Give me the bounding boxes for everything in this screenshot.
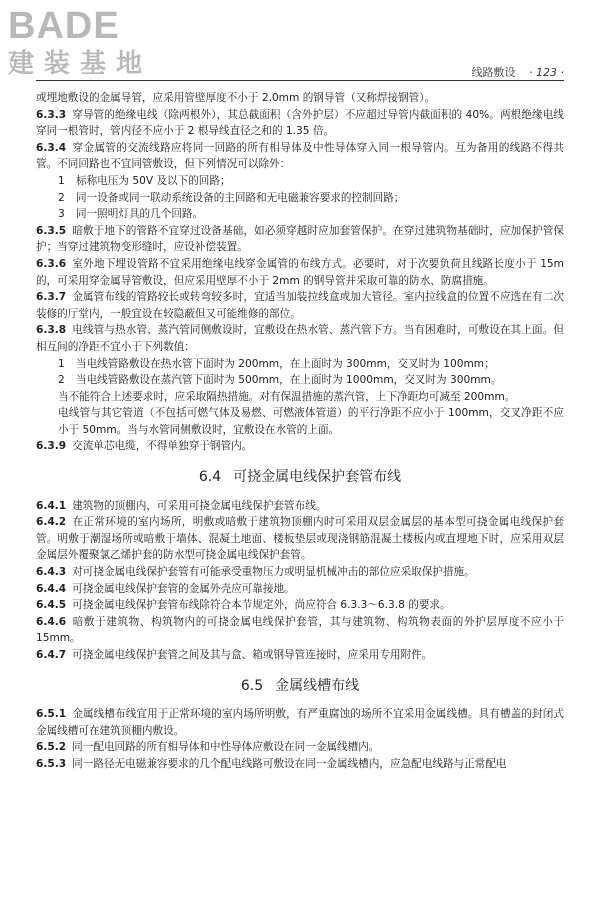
clause-text: 可挠金属电线保护套管的金属外壳应可靠接地。	[72, 582, 295, 595]
page-number: · 123 ·	[529, 66, 564, 79]
clause-number: 6.4.1	[36, 499, 67, 512]
clause-text: 同一配电回路的所有相导体和中性导体应敷设在同一金属线槽内。	[72, 741, 380, 754]
clause	[36, 223, 564, 256]
section-title: 可挠金属电线保护套管布线	[233, 469, 402, 486]
list-item	[36, 190, 564, 207]
running-header	[472, 64, 564, 80]
clause-number: 6.4.3	[36, 566, 67, 579]
continued-paragraph: 或埋地敷设的金属导管，应采用管壁厚度不小于 2.0mm 的钢导管（又称焊接钢管）。	[36, 92, 436, 104]
clause	[36, 581, 564, 598]
clause-text: 可挠金属电线保护套管之间及其与盒、箱或钢导管连接时，应采用专用附件。	[72, 649, 433, 661]
clause-number: 6.5.2	[36, 741, 67, 754]
clause	[36, 322, 564, 355]
clause-text: 穿导管的绝缘电线（除两根外），其总截面积（含外护层）不应超过导管内截面积的 40%。两根绝缘电线穿同一根管时，管内径不应小于 2 根导线直径之和的 1.35 倍。	[36, 108, 564, 138]
clause-text: 交流单芯电缆，不得单独穿于钢管内。	[72, 440, 253, 453]
logo-text-en: BADE	[8, 5, 120, 47]
clause	[36, 564, 564, 581]
clause-group-6-5	[36, 706, 564, 772]
list-item-number: 2	[58, 374, 65, 387]
list-item-text: 同一照明灯具的几个回路。	[76, 208, 204, 221]
clause-text: 电线管与热水管、蒸汽管同侧敷设时，宜敷设在热水管、蒸汽管下方。当有困难时，可敷设在其上面。但相互间的净距不宜小于下列数值：	[36, 324, 564, 353]
list-6-3-4	[36, 173, 564, 223]
section-number: 6.5	[240, 677, 264, 694]
note-paragraph: 当不能符合上述要求时，应采取隔热措施。对有保温措施的蒸汽管，上下净距均可减至 200mm。	[58, 390, 516, 403]
clause-text: 金属管布线的管路较长或转弯较多时，宜适当加装拉线盒或加大管径。室内拉线盒的位置不应选在有二次装修的厅堂内，一般宜设在较隐蔽但又可能维修的部位。	[36, 291, 564, 320]
section-title: 金属线槽布线	[275, 677, 360, 694]
clause-group-6-4	[36, 498, 564, 664]
clause-number: 6.4.5	[36, 599, 67, 612]
list-item-number: 1	[58, 174, 65, 187]
clause-number: 6.5.3	[36, 757, 67, 770]
clause-text: 可挠金属电线保护套管布线除符合本节规定外，尚应符合 6.3.3～6.3.8 的要求。	[72, 599, 451, 612]
list-item-number: 3	[58, 208, 65, 221]
logo-text-cn: 建装基地	[8, 49, 153, 79]
clause	[36, 256, 564, 289]
list-item-text: 同一设备或同一联动系统设备的主回路和无电磁兼容要求的控制回路；	[76, 191, 405, 204]
clause-number: 6.3.7	[36, 291, 67, 304]
clause-text: 暗敷于地下的管路不宜穿过设备基础，如必须穿越时应加套管保护。在穿过建筑物基础时，应加保护管保护；当穿过建筑物变形缝时，应设补偿装置。	[36, 224, 564, 254]
list-item	[36, 206, 564, 223]
clause-number: 6.3.5	[36, 224, 67, 237]
clause-text: 金属线槽布线宜用于正常环境的室内场所明敷，有严重腐蚀的场所不宜采用金属线槽。具有槽盖的封闭式金属线槽可在建筑顶棚内敷设。	[36, 708, 564, 737]
clause-number: 6.3.8	[36, 324, 67, 337]
clause	[36, 647, 564, 664]
list-item-text: 当电线管路敷设在蒸汽管下面时为 500mm，在上面时为 1000mm，交叉时为 300mm。	[76, 374, 502, 387]
clause-text: 暗敷于建筑物、构筑物内的可挠金属电线保护套管，其与建筑物、构筑物表面的外护层厚度不应小于 15mm。	[36, 615, 564, 645]
running-title: 线路敷设	[471, 66, 516, 79]
list-6-3-8	[36, 356, 564, 389]
clause-number: 6.3.3	[36, 108, 67, 121]
list-item-text: 当电线管路敷设在热水管下面时为 200mm，在上面时为 300mm，交叉时为 100mm；	[76, 357, 495, 370]
list-item	[36, 173, 564, 190]
clause	[36, 140, 564, 173]
clause	[36, 756, 564, 773]
list-item	[36, 356, 564, 373]
clause-number: 6.4.6	[36, 615, 67, 628]
clause-text: 穿金属管的交流线路应将同一回路的所有相导体及中性导体穿入同一根导管内。互为备用的线路不得共管。不同回路也不宜同管敷设，但下列情况可以除外：	[36, 141, 564, 171]
clause-number: 6.3.9	[36, 440, 67, 453]
section-heading-6-4	[36, 469, 564, 486]
clause-text: 对可挠金属电线保护套管有可能承受重物压力或明显机械冲击的部位应采取保护措施。	[72, 566, 475, 579]
clause	[36, 739, 564, 756]
clause-text: 建筑物的顶棚内，可采用可挠金属电线保护套管布线。	[72, 499, 327, 512]
clause	[36, 498, 564, 515]
clause	[36, 597, 564, 614]
clause-group-6-3b	[36, 223, 564, 356]
page-body	[36, 90, 564, 773]
clause-number: 6.3.6	[36, 257, 67, 270]
section-number: 6.4	[198, 469, 222, 486]
clause-number: 6.4.7	[36, 649, 67, 661]
clause	[36, 514, 564, 564]
clause	[36, 706, 564, 739]
clause-group-6-3a	[36, 107, 564, 173]
note-paragraph: 电线管与其它管道（不包括可燃气体及易燃、可燃液体管道）的平行净距不应小于 100mm，交叉净距不应小于 50mm。当与水管同侧敷设时，宜敷设在水管的上面。	[58, 407, 564, 436]
list-item	[36, 372, 564, 389]
clause-number: 6.4.4	[36, 582, 67, 595]
clause-number: 6.5.1	[36, 708, 67, 721]
header-rule	[36, 80, 564, 81]
clause-number: 6.3.4	[36, 141, 67, 154]
clause-text: 同一路径无电磁兼容要求的几个配电线路可敷设在同一金属线槽内，应急配电线路与正常配电	[72, 757, 507, 770]
list-item-number: 2	[58, 191, 65, 204]
watermark-logo	[8, 6, 183, 80]
clause-number: 6.4.2	[36, 516, 67, 529]
clause-text: 室外地下埋设管路不宜采用绝缘电线穿金属管的布线方式。必要时，对于次要负荷且线路长度小于 15m 的，可采用穿金属导管敷设，但应采用壁厚不小于 2mm 的钢导管并采取可靠的防水、防腐措施。	[36, 257, 564, 287]
list-item-number: 1	[58, 357, 65, 370]
clause	[36, 438, 564, 455]
clause	[36, 614, 564, 647]
clause	[36, 289, 564, 322]
list-item-text: 标称电压为 50V 及以下的回路；	[76, 174, 231, 187]
clause-text: 在正常环境的室内场所，明敷或暗敷于建筑物顶棚内时可采用双层金属层的基本型可挠金属电线保护套管。明敷于潮湿场所或暗敷于墙体、混凝土地面、楼板垫层或现浇钢筋混凝土楼板内或直埋地下时，应采用双层金属层外覆聚氯乙烯护套的防水型可挠金属电线保护套管。	[36, 516, 564, 562]
section-heading-6-5	[36, 678, 564, 695]
clause	[36, 107, 564, 140]
